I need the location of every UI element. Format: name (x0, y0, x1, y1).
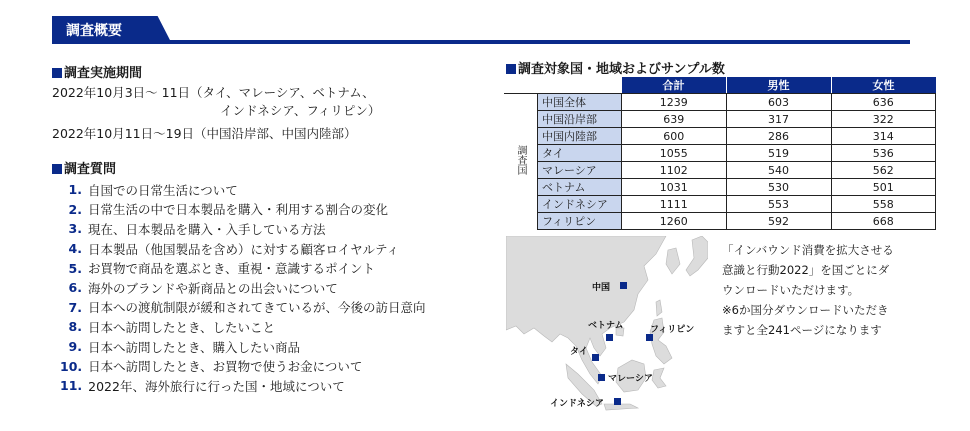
table-row (504, 111, 936, 128)
table-row (504, 94, 936, 111)
table-corner (504, 77, 538, 94)
question-text: 日本へ訪問したとき、お買物で使うお金について (88, 359, 363, 375)
question-item (60, 337, 426, 357)
note-line-3: ウンロードいただけます。 (722, 283, 860, 297)
question-text: 日本への渡航制限が緩和されてきているが、今後の訪日意向 (88, 300, 426, 316)
questions-list (60, 180, 426, 396)
question-text: 日常生活の中で日本製品を購入・利用する割合の変化 (88, 202, 389, 218)
column-header-total: 合計 (622, 77, 727, 94)
table-cell-country: 中国全体 (538, 94, 622, 111)
question-text: 日本へ訪問したとき、したいこと (88, 319, 276, 335)
table-cell-male: 592 (726, 213, 831, 230)
thailand-label: タイ (570, 347, 588, 357)
question-item (60, 376, 426, 396)
note-line-4: ※6か国分ダウンロードいただき (722, 303, 889, 317)
table-row (504, 213, 936, 230)
question-item (60, 200, 426, 220)
note-line-1: 「インバウンド消費を拡大させる (722, 243, 894, 257)
vietnam-marker (606, 334, 613, 341)
question-number: 5. (68, 260, 82, 276)
table-cell-female: 501 (831, 179, 936, 196)
page-title: 調査概要 (66, 23, 122, 39)
period-line-2: インドネシア、フィリピン） (220, 103, 381, 118)
table-cell-total: 600 (622, 128, 727, 145)
table-cell-country: 中国沿岸部 (538, 111, 622, 128)
question-item (60, 278, 426, 298)
period-line-3: 2022年10月11日～19日（中国沿岸部、中国内陸部） (52, 126, 357, 141)
table-row (504, 179, 936, 196)
questions-heading-text: 調査質問 (64, 162, 117, 177)
table-cell-total: 1111 (622, 196, 727, 213)
table-cell-female: 558 (831, 196, 936, 213)
question-text: 海外のブランドや新商品との出会いについて (88, 280, 338, 296)
table-cell-total: 1239 (622, 94, 727, 111)
sample-heading (506, 58, 725, 77)
question-number: 11. (60, 378, 83, 394)
table-cell-country: ベトナム (538, 179, 622, 196)
table-cell-total: 1102 (622, 162, 727, 179)
table-cell-female: 562 (831, 162, 936, 179)
question-number: 2. (68, 201, 82, 217)
table-cell-male: 317 (726, 111, 831, 128)
question-number: 1. (68, 182, 82, 198)
asia-map (506, 236, 708, 414)
question-text: 現在、日本製品を購入・入手している方法 (88, 221, 326, 237)
malaysia-label: マレーシア (608, 374, 653, 384)
square-bullet-icon (506, 64, 516, 74)
map-svg (506, 236, 708, 414)
table-cell-total: 639 (622, 111, 727, 128)
question-number: 8. (68, 319, 82, 335)
question-text: 日本製品（他国製品を含め）に対する顧客ロイヤルティ (88, 241, 400, 257)
indonesia-label: インドネシア (550, 399, 604, 409)
table-cell-female: 668 (831, 213, 936, 230)
table-cell-country: 中国内陸部 (538, 128, 622, 145)
indonesia-marker (614, 398, 621, 405)
question-number: 3. (68, 221, 82, 237)
table-row (504, 162, 936, 179)
question-number: 9. (68, 339, 82, 355)
question-item (60, 356, 426, 376)
table-corner (538, 77, 622, 94)
table-cell-male: 540 (726, 162, 831, 179)
note-line-2: 意識と行動2022」を国ごとにダ (722, 263, 890, 277)
note-line-5: ますと全241ページになります (722, 323, 882, 337)
table-cell-female: 314 (831, 128, 936, 145)
philippines-label: フィリピン (650, 325, 695, 335)
table-cell-country: フィリピン (538, 213, 622, 230)
vietnam-label: ベトナム (588, 321, 624, 331)
period-line-1: 2022年10月3日～ 11日（タイ、マレーシア、ベトナム、 (52, 85, 375, 100)
china-marker (620, 282, 627, 289)
table-cell-male: 553 (726, 196, 831, 213)
table-cell-total: 1031 (622, 179, 727, 196)
table-cell-total: 1260 (622, 213, 727, 230)
table-cell-female: 536 (831, 145, 936, 162)
table-row (504, 145, 936, 162)
square-bullet-icon (52, 68, 62, 78)
thailand-marker (592, 354, 599, 361)
table-cell-total: 1055 (622, 145, 727, 162)
question-item (60, 258, 426, 278)
questions-heading (52, 158, 116, 177)
question-text: お買物で商品を選ぶとき、重視・意識するポイント (88, 261, 376, 277)
column-header-male: 男性 (726, 77, 831, 94)
question-text: 自国での日常生活について (88, 182, 238, 198)
period-heading (52, 62, 142, 81)
table-header-row (504, 77, 936, 94)
square-bullet-icon (52, 164, 62, 174)
download-note (722, 240, 922, 340)
malaysia-marker (598, 374, 605, 381)
sample-table (504, 77, 936, 230)
question-item (60, 317, 426, 337)
question-item (60, 298, 426, 318)
question-number: 7. (68, 299, 82, 315)
side-label-text: 調査国 (515, 145, 526, 176)
table-cell-male: 603 (726, 94, 831, 111)
table-row (504, 128, 936, 145)
header-rule (52, 40, 910, 44)
question-item (60, 219, 426, 239)
table-cell-country: タイ (538, 145, 622, 162)
question-number: 4. (68, 241, 82, 257)
column-header-female: 女性 (831, 77, 936, 94)
philippines-marker (646, 334, 653, 341)
side-label (504, 94, 538, 230)
question-item (60, 239, 426, 259)
table-cell-country: インドネシア (538, 196, 622, 213)
table-row (504, 196, 936, 213)
sample-heading-text: 調査対象国・地域およびサンプル数 (518, 62, 725, 77)
table-cell-female: 636 (831, 94, 936, 111)
question-item (60, 180, 426, 200)
table-cell-male: 530 (726, 179, 831, 196)
question-text: 2022年、海外旅行に行った国・地域について (88, 378, 345, 394)
china-label: 中国 (592, 283, 611, 293)
question-number: 10. (60, 358, 83, 374)
section-header (52, 16, 910, 44)
table-cell-male: 519 (726, 145, 831, 162)
table-cell-male: 286 (726, 128, 831, 145)
question-number: 6. (68, 280, 82, 296)
table-cell-country: マレーシア (538, 162, 622, 179)
table-cell-female: 322 (831, 111, 936, 128)
period-heading-text: 調査実施期間 (64, 66, 143, 81)
question-text: 日本へ訪問したとき、購入したい商品 (88, 339, 301, 355)
